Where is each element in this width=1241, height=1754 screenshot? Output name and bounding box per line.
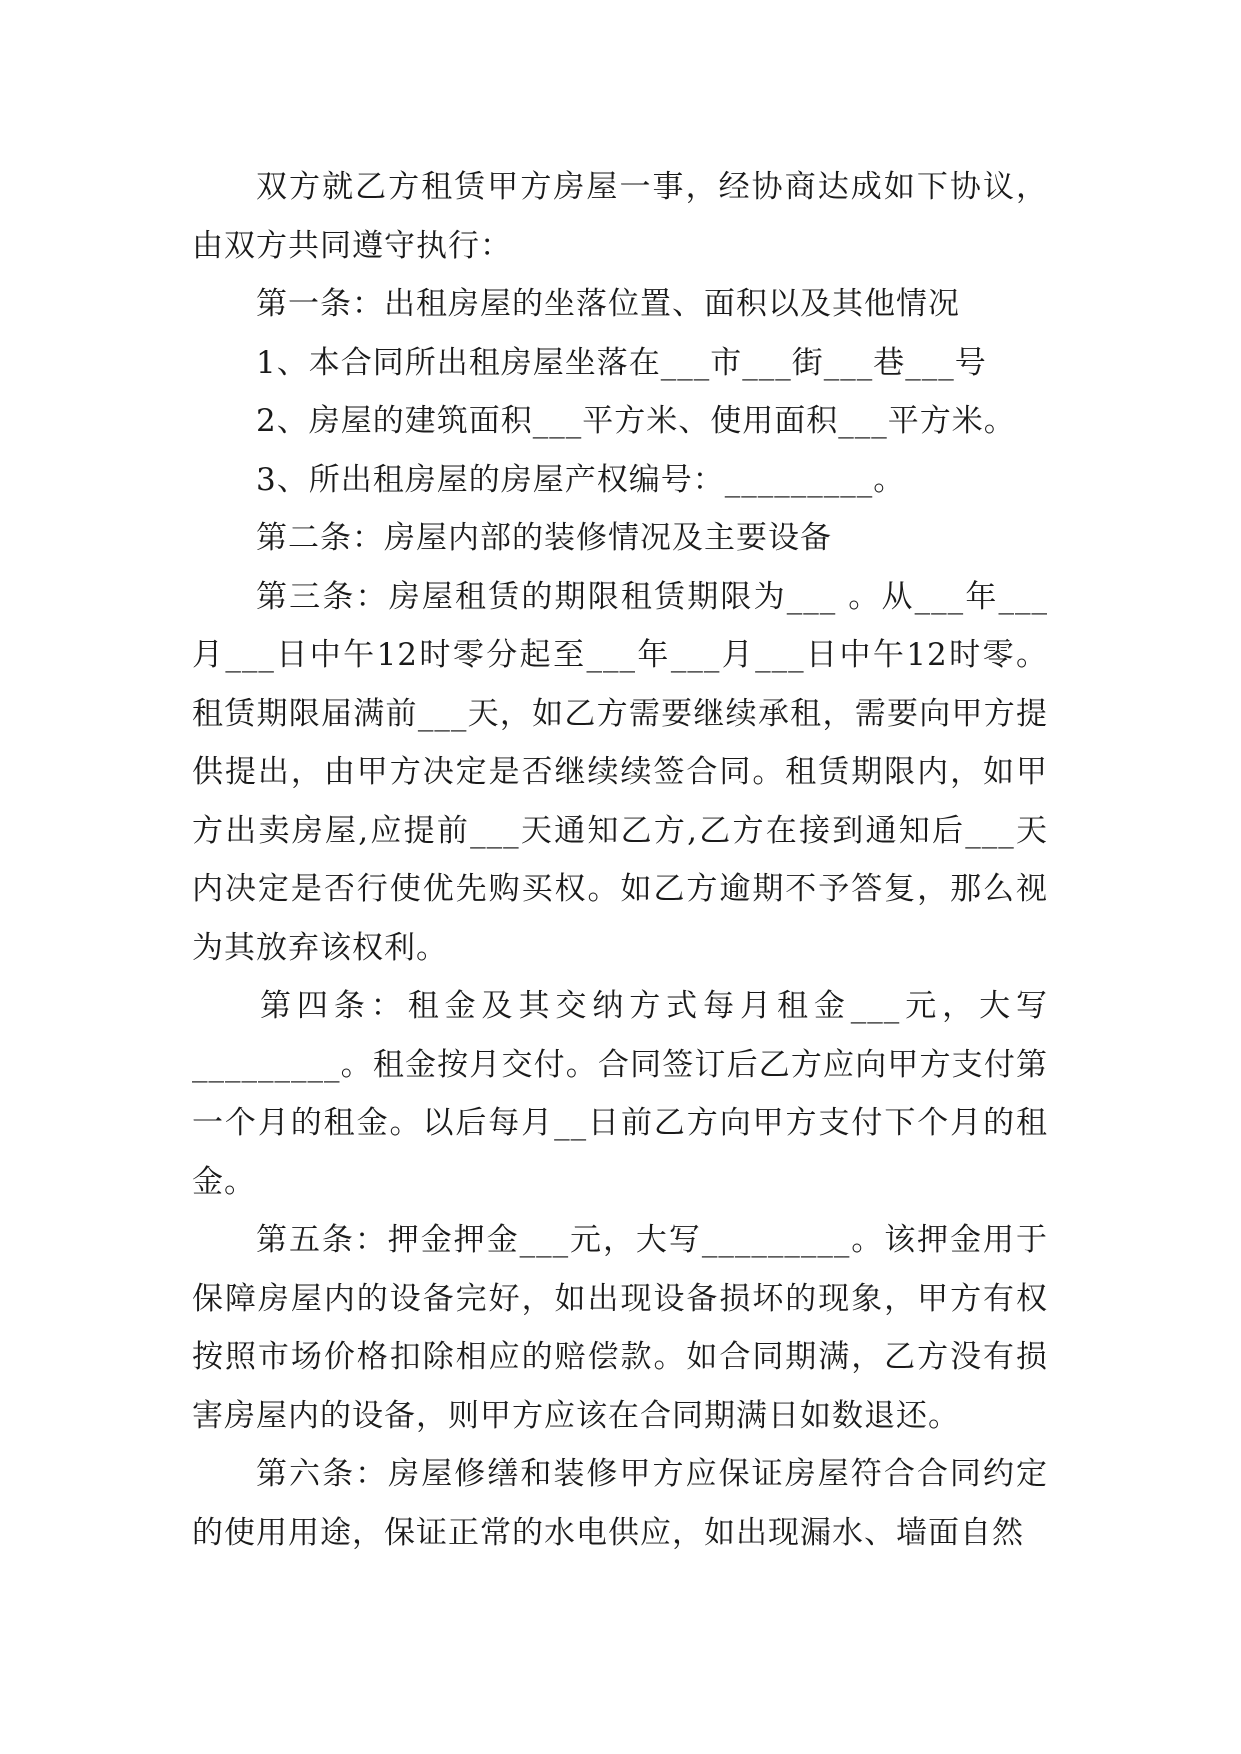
article-3-paragraph: 第三条：房屋租赁的期限租赁期限为___ 。从___年___月___日中午12时零分起至___年___月___日中午12时零。租赁期限届满前___天，如乙方需要继续承租，需要向甲方提供提出，由甲方决定是否继续续签合同。租赁期限内，如甲方出卖房屋,应提前___天通知乙方,乙方在接到通知后___天内决定是否行使优先购买权。如乙方逾期不予答复，那么视为其放弃该权利。	[192, 578, 1048, 966]
intro-paragraph: 双方就乙方租赁甲方房屋一事，经协商达成如下协议，由双方共同遵守执行：	[192, 169, 1048, 264]
article-1-heading: 第一条：出租房屋的坐落位置、面积以及其他情况	[256, 286, 960, 322]
article-2-paragraph: 第二条：房屋内部的装修情况及主要设备	[256, 520, 832, 556]
article-1-item-2: 2、房屋的建筑面积___平方米、使用面积___平方米。	[256, 403, 1016, 439]
contract-body	[192, 158, 1048, 1562]
article-6-paragraph: 第六条：房屋修缮和装修甲方应保证房屋符合合同约定的使用用途，保证正常的水电供应，如出现漏水、墙面自然	[192, 1456, 1048, 1551]
article-4-paragraph: 第四条：租金及其交纳方式每月租金___元，大写_________。租金按月交付。合同签订后乙方应向甲方支付第一个月的租金。以后每月__日前乙方向甲方支付下个月的租金。	[192, 988, 1048, 1200]
article-1-item-1: 1、本合同所出租房屋坐落在___市___街___巷___号	[256, 344, 987, 381]
article-1-item-3: 3、所出租房屋的房屋产权编号：_________。	[256, 461, 906, 498]
article-5-paragraph: 第五条：押金押金___元，大写_________。该押金用于保障房屋内的设备完好，如出现设备损坏的现象，甲方有权按照市场价格扣除相应的赔偿款。如合同期满，乙方没有损害房屋内的设备，则甲方应该在合同期满日如数退还。	[192, 1222, 1048, 1434]
